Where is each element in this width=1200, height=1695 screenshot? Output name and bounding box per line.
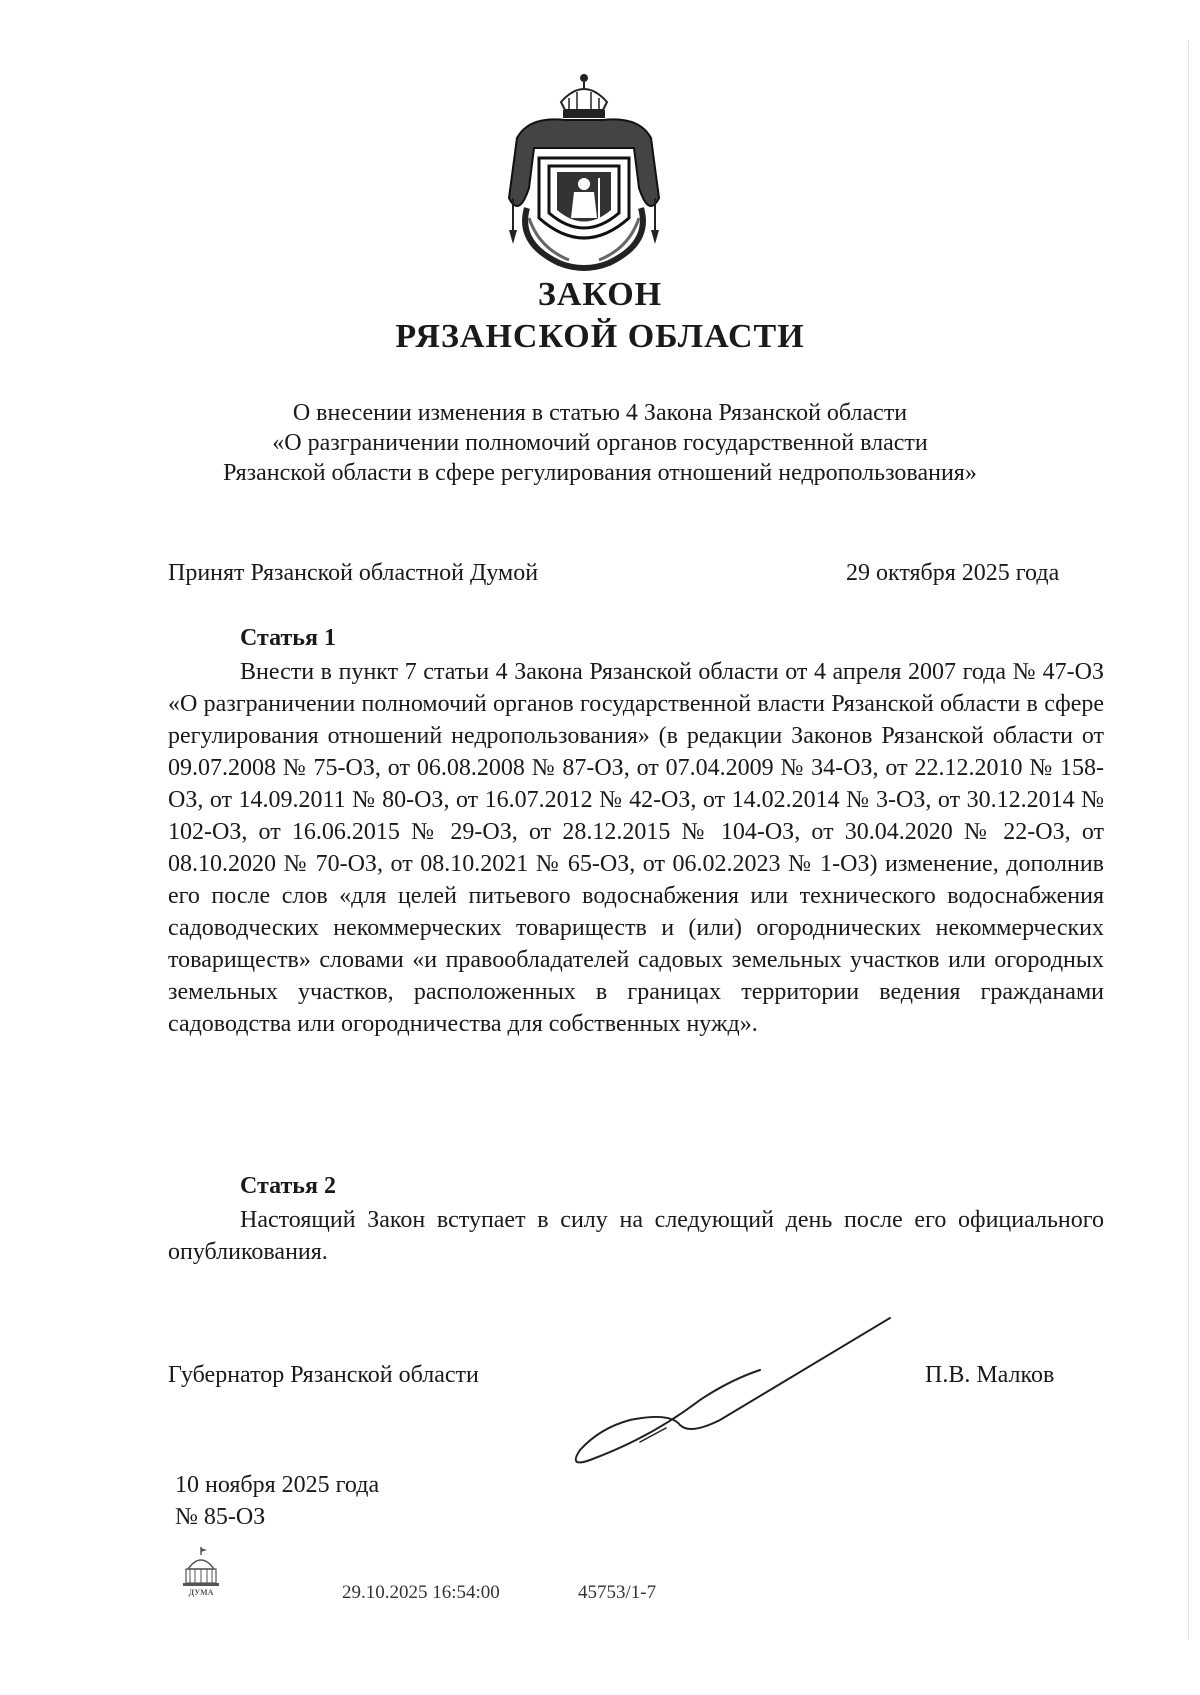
scan-edge: [1188, 40, 1190, 1640]
governor-name: П.В. Малков: [925, 1362, 1055, 1388]
article-1-body: [168, 656, 1104, 1040]
law-number: № 85-ОЗ: [175, 1504, 266, 1530]
handwritten-signature: [570, 1300, 900, 1470]
article-1-text: Внести в пункт 7 статьи 4 Закона Рязанской области от 4 апреля 2007 года № 47-ОЗ «О разграничении полномочий органов государственной власти Рязанской области в сфере регулирования отношений недропользования» (в редакции Законов Рязанской области от 09.07.2008 № 75-ОЗ, от 06.08.2008 № 87-ОЗ, от 07.04.2009 № 34-ОЗ, от 22.12.2010 № 158-ОЗ, от 14.09.2011 № 80-ОЗ, от 16.07.2012 № 42-ОЗ, от 14.02.2014 № 3-ОЗ, от 30.12.2014 № 102-ОЗ, от 16.06.2015 № 29-ОЗ, от 28.12.2015 № 104-ОЗ, от 30.04.2020 № 22-ОЗ, от 08.10.2020 № 70-ОЗ, от 08.10.2021 № 65-ОЗ, от 06.02.2023 № 1-ОЗ) изменение, дополнив его после слов «для целей питьевого водоснабжения или технического водоснабжения садоводческих некоммерческих товариществ и (или) огороднических некоммерческих товариществ» словами «и правообладателей садовых земельных участков или огородных земельных участков, расположенных в границах территории ведения гражданами садоводства или огородничества для собственных нужд».: [168, 659, 1104, 1037]
duma-logo-text: ДУМА: [188, 1588, 214, 1597]
law-title: ЗАКОН: [537, 276, 663, 313]
region-title: РЯЗАНСКОЙ ОБЛАСТИ: [395, 318, 805, 355]
law-subtitle-line-3: Рязанской области в сфере регулирования отношений недропользования»: [223, 460, 977, 486]
duma-building-icon: [180, 1545, 222, 1597]
adoption-label: Принят Рязанской областной Думой: [168, 560, 539, 586]
article-2-title: Статья 2: [240, 1173, 336, 1199]
article-2-text: Настоящий Закон вступает в силу на следующий день после его официального опубликования.: [168, 1207, 1104, 1265]
coat-of-arms-icon: [499, 68, 669, 278]
law-subtitle-line-1: О внесении изменения в статью 4 Закона Рязанской области: [292, 400, 908, 426]
article-2-body: [168, 1204, 1104, 1268]
footer-timestamp: 29.10.2025 16:54:00: [342, 1582, 500, 1603]
adoption-date: 29 октября 2025 года: [846, 560, 1060, 586]
governor-position: Губернатор Рязанской области: [168, 1362, 479, 1388]
signing-date: 10 ноября 2025 года: [175, 1472, 380, 1498]
law-subtitle-line-2: «О разграничении полномочий органов государственной власти: [272, 430, 928, 456]
footer-document-code: 45753/1-7: [578, 1582, 657, 1603]
article-1-title: Статья 1: [240, 625, 336, 651]
